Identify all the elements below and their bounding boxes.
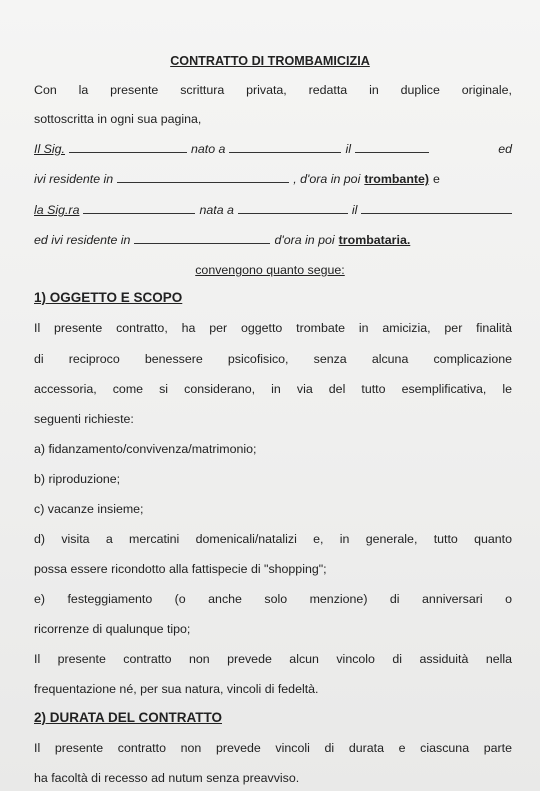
list-item-c: c) vacanze insieme; bbox=[34, 502, 144, 516]
party2-line-2 bbox=[34, 232, 512, 248]
party1-resident-label: ivi residente in bbox=[34, 172, 114, 186]
party2-line-1 bbox=[34, 202, 512, 218]
section-2-line-1: Il presente contratto non prevede vincoli di durata e ciascuna parte bbox=[34, 741, 512, 755]
party2-role: trombataria. bbox=[338, 233, 411, 247]
section-1-title: 1) OGGETTO E SCOPO bbox=[34, 290, 183, 305]
list-item-e-line-2: ricorrenze di qualunque tipo; bbox=[34, 622, 191, 636]
party1-role-prefix: , d'ora in poi bbox=[293, 172, 361, 186]
section-1-paragraph-line: di reciproco benessere psicofisico, senza alcuna complicazione bbox=[34, 352, 512, 366]
closing-line-1: Il presente contratto non prevede alcun vincolo di assiduità nella bbox=[34, 652, 512, 666]
party1-born-label: nato a bbox=[191, 142, 226, 156]
intro-line-1: Con la presente scrittura privata, redatta in duplice originale, bbox=[34, 83, 512, 97]
party2-resident-label: ed ivi residente in bbox=[34, 233, 131, 247]
intro-line-2: sottoscritta in ogni sua pagina, bbox=[34, 112, 202, 126]
party1-label: Il Sig. bbox=[34, 142, 65, 156]
party1-date-blank bbox=[355, 142, 429, 153]
party1-date-label: il bbox=[345, 142, 351, 156]
party2-residence-blank bbox=[134, 233, 270, 244]
party1-role: trombante) bbox=[364, 172, 430, 186]
agreement-line: convengono quanto segue: bbox=[195, 263, 345, 277]
party1-residence-blank bbox=[117, 172, 289, 183]
list-item-d-line-1: d) visita a mercatini domenicali/natalizi e, in generale, tutto quanto bbox=[34, 532, 512, 546]
party1-line-1 bbox=[34, 141, 512, 157]
list-item-d-line-2: possa essere ricondotto alla fattispecie di "shopping"; bbox=[34, 562, 327, 576]
document-title: CONTRATTO DI TROMBAMICIZIA bbox=[170, 54, 370, 68]
party2-label: la Sig.ra bbox=[34, 203, 80, 217]
section-2-line-2: ha facoltà di recesso ad nutum senza preavviso. bbox=[34, 771, 300, 785]
party1-line-2 bbox=[34, 171, 512, 187]
party2-birthplace-blank bbox=[238, 203, 348, 214]
section-1-paragraph-line: Il presente contratto, ha per oggetto trombate in amicizia, per finalità bbox=[34, 321, 512, 335]
party2-role-prefix: d'ora in poi bbox=[274, 233, 335, 247]
section-1-paragraph-line: accessoria, come si considerano, in via del tutto esemplificativa, le bbox=[34, 382, 512, 396]
section-2-title: 2) DURATA DEL CONTRATTO bbox=[34, 710, 222, 725]
section-1-paragraph-line: seguenti richieste: bbox=[34, 412, 134, 426]
party2-date-label: il bbox=[351, 203, 358, 217]
party1-name-blank bbox=[69, 142, 187, 153]
list-item-a: a) fidanzamento/convivenza/matrimonio; bbox=[34, 442, 257, 456]
list-item-b: b) riproduzione; bbox=[34, 472, 121, 486]
party1-and: ed bbox=[498, 142, 512, 156]
closing-line-2: frequentazione né, per sua natura, vincoli di fedeltà. bbox=[34, 682, 319, 696]
party2-name-blank bbox=[83, 203, 195, 214]
party1-birthplace-blank bbox=[229, 142, 341, 153]
list-item-e-line-1: e) festeggiamento (o anche solo menzione) di anniversari o bbox=[34, 592, 512, 606]
party2-date-blank bbox=[361, 203, 512, 214]
party2-born-label: nata a bbox=[199, 203, 234, 217]
party1-role-suffix: e bbox=[433, 172, 440, 186]
